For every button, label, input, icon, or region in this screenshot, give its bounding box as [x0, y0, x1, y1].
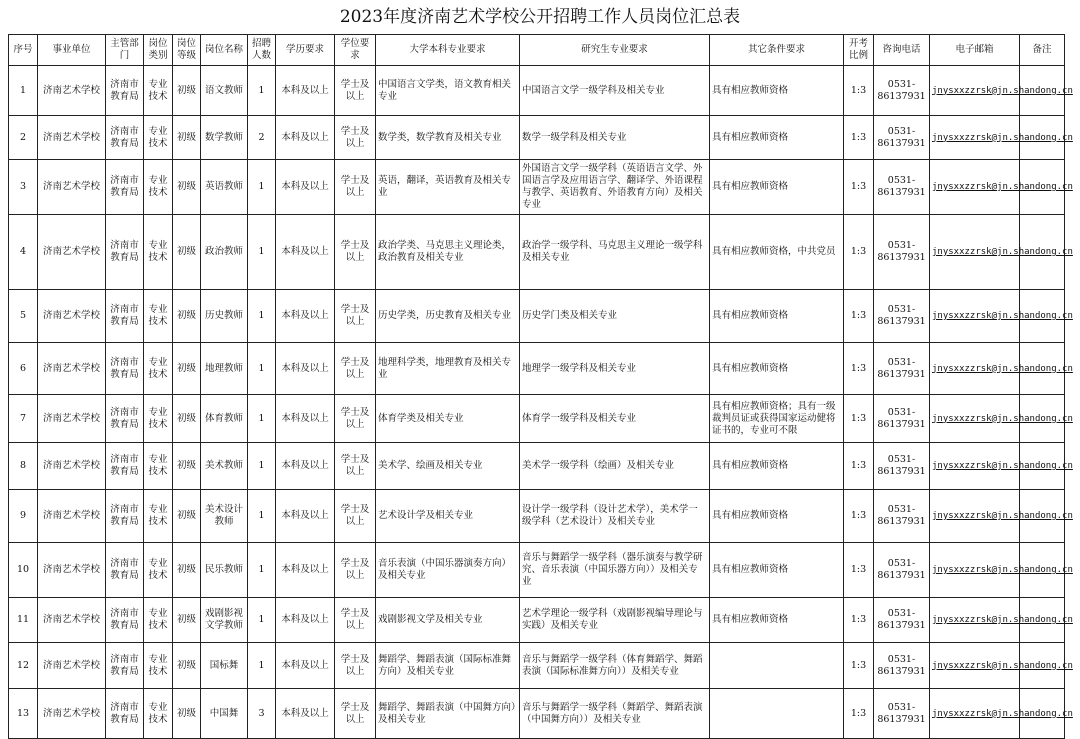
cell-col-position: 语文教师 — [201, 66, 248, 116]
cell-col-education: 本科及以上 — [276, 343, 335, 395]
cell-col-degree: 学士及以上 — [335, 66, 376, 116]
table-row — [9, 598, 1065, 643]
table-row — [9, 443, 1065, 490]
cell-col-position: 地理教师 — [201, 343, 248, 395]
cell-col-degree: 学士及以上 — [335, 116, 376, 160]
table-row — [9, 343, 1065, 395]
cell-col-count: 1 — [248, 343, 276, 395]
table-header-row — [9, 35, 1065, 66]
table-row — [9, 643, 1065, 689]
cell-col-category: 专业技术 — [144, 443, 173, 490]
cell-col-position: 体育教师 — [201, 395, 248, 443]
table-row — [9, 543, 1065, 598]
cell-col-index: 9 — [9, 490, 38, 543]
cell-col-unit: 济南艺术学校 — [38, 395, 106, 443]
cell-col-email[interactable]: jnysxxzzrsk@jn.shandong.cn — [930, 543, 1020, 598]
cell-col-email[interactable]: jnysxxzzrsk@jn.shandong.cn — [930, 689, 1020, 739]
cell-col-unit: 济南艺术学校 — [38, 689, 106, 739]
cell-col-education: 本科及以上 — [276, 395, 335, 443]
cell-col-phone: 0531-86137931 — [874, 66, 930, 116]
cell-col-index: 11 — [9, 598, 38, 643]
header-col-remarks: 备注 — [1020, 35, 1065, 66]
cell-col-category: 专业技术 — [144, 598, 173, 643]
cell-col-position: 政治教师 — [201, 215, 248, 290]
cell-col-graduate-major: 音乐与舞蹈学一级学科（器乐演奏与教学研究、音乐表演（中国乐器方向））及相关专业 — [520, 543, 710, 598]
cell-col-position: 美术设计教师 — [201, 490, 248, 543]
cell-col-position: 中国舞 — [201, 689, 248, 739]
cell-col-education: 本科及以上 — [276, 443, 335, 490]
cell-col-department: 济南市教育局 — [106, 116, 144, 160]
cell-col-email[interactable]: jnysxxzzrsk@jn.shandong.cn — [930, 160, 1020, 215]
cell-col-degree: 学士及以上 — [335, 490, 376, 543]
cell-col-ratio: 1:3 — [844, 215, 874, 290]
cell-col-unit: 济南艺术学校 — [38, 543, 106, 598]
cell-col-education: 本科及以上 — [276, 66, 335, 116]
cell-col-unit: 济南艺术学校 — [38, 598, 106, 643]
cell-col-level: 初级 — [173, 443, 201, 490]
cell-col-ratio: 1:3 — [844, 543, 874, 598]
cell-col-degree: 学士及以上 — [335, 443, 376, 490]
cell-col-education: 本科及以上 — [276, 116, 335, 160]
cell-col-graduate-major: 数学一级学科及相关专业 — [520, 116, 710, 160]
cell-col-education: 本科及以上 — [276, 490, 335, 543]
cell-col-degree: 学士及以上 — [335, 643, 376, 689]
cell-col-email[interactable]: jnysxxzzrsk@jn.shandong.cn — [930, 490, 1020, 543]
header-col-unit: 事业单位 — [38, 35, 106, 66]
cell-col-category: 专业技术 — [144, 116, 173, 160]
cell-col-index: 1 — [9, 66, 38, 116]
cell-col-department: 济南市教育局 — [106, 343, 144, 395]
page-title: 2023年度济南艺术学校公开招聘工作人员岗位汇总表 — [339, 7, 741, 27]
cell-col-education: 本科及以上 — [276, 689, 335, 739]
cell-col-bachelor-major: 音乐表演（中国乐器演奏方向）及相关专业 — [376, 543, 520, 598]
cell-col-other-requirements: 具有相应教师资格 — [710, 598, 844, 643]
cell-col-index: 6 — [9, 343, 38, 395]
cell-col-department: 济南市教育局 — [106, 689, 144, 739]
cell-col-ratio: 1:3 — [844, 598, 874, 643]
header-col-position: 岗位名称 — [201, 35, 248, 66]
header-col-bachelor-major: 大学本科专业要求 — [376, 35, 520, 66]
cell-col-category: 专业技术 — [144, 689, 173, 739]
cell-col-index: 10 — [9, 543, 38, 598]
header-col-education: 学历要求 — [276, 35, 335, 66]
cell-col-email[interactable]: jnysxxzzrsk@jn.shandong.cn — [930, 343, 1020, 395]
cell-col-ratio: 1:3 — [844, 395, 874, 443]
cell-col-bachelor-major: 美术学、绘画及相关专业 — [376, 443, 520, 490]
cell-col-phone: 0531-86137931 — [874, 598, 930, 643]
cell-col-category: 专业技术 — [144, 643, 173, 689]
cell-col-phone: 0531-86137931 — [874, 290, 930, 343]
cell-col-graduate-major: 外国语言文学一级学科（英语语言文学、外国语言学及应用语言学、翻译学、外语课程与教学、英语教育、外语教育方向）及相关专业 — [520, 160, 710, 215]
header-col-category: 岗位类别 — [144, 35, 173, 66]
cell-col-position: 戏剧影视文学教师 — [201, 598, 248, 643]
cell-col-category: 专业技术 — [144, 343, 173, 395]
cell-col-education: 本科及以上 — [276, 543, 335, 598]
cell-col-other-requirements: 具有相应教师资格 — [710, 543, 844, 598]
header-col-department: 主管部门 — [106, 35, 144, 66]
cell-col-degree: 学士及以上 — [335, 215, 376, 290]
positions-table — [8, 34, 1073, 739]
header-col-level: 岗位等级 — [173, 35, 201, 66]
cell-col-position: 美术教师 — [201, 443, 248, 490]
cell-col-ratio: 1:3 — [844, 643, 874, 689]
cell-col-department: 济南市教育局 — [106, 643, 144, 689]
cell-col-phone: 0531-86137931 — [874, 215, 930, 290]
cell-col-bachelor-major: 地理科学类，地理教育及相关专业 — [376, 343, 520, 395]
header-col-ratio: 开考比例 — [844, 35, 874, 66]
cell-col-category: 专业技术 — [144, 160, 173, 215]
table-row — [9, 215, 1065, 290]
cell-col-count: 1 — [248, 490, 276, 543]
cell-col-category: 专业技术 — [144, 290, 173, 343]
cell-col-phone: 0531-86137931 — [874, 543, 930, 598]
cell-col-ratio: 1:3 — [844, 160, 874, 215]
cell-col-ratio: 1:3 — [844, 116, 874, 160]
cell-col-phone: 0531-86137931 — [874, 116, 930, 160]
table-row — [9, 689, 1065, 739]
cell-col-count: 1 — [248, 395, 276, 443]
cell-col-email[interactable]: jnysxxzzrsk@jn.shandong.cn — [930, 215, 1020, 290]
cell-col-category: 专业技术 — [144, 215, 173, 290]
cell-col-bachelor-major: 历史学类，历史教育及相关专业 — [376, 290, 520, 343]
cell-col-department: 济南市教育局 — [106, 215, 144, 290]
cell-col-degree: 学士及以上 — [335, 290, 376, 343]
cell-col-email[interactable]: jnysxxzzrsk@jn.shandong.cn — [930, 643, 1020, 689]
cell-col-degree: 学士及以上 — [335, 543, 376, 598]
cell-col-other-requirements: 具有相应教师资格，中共党员 — [710, 215, 844, 290]
cell-col-education: 本科及以上 — [276, 215, 335, 290]
cell-col-department: 济南市教育局 — [106, 66, 144, 116]
cell-col-email[interactable]: jnysxxzzrsk@jn.shandong.cn — [930, 66, 1020, 116]
cell-col-degree: 学士及以上 — [335, 598, 376, 643]
cell-col-level: 初级 — [173, 343, 201, 395]
cell-col-level: 初级 — [173, 543, 201, 598]
cell-col-index: 7 — [9, 395, 38, 443]
cell-col-email[interactable]: jnysxxzzrsk@jn.shandong.cn — [930, 598, 1020, 643]
cell-col-unit: 济南艺术学校 — [38, 343, 106, 395]
cell-col-category: 专业技术 — [144, 395, 173, 443]
cell-col-unit: 济南艺术学校 — [38, 160, 106, 215]
cell-col-bachelor-major: 艺术设计学及相关专业 — [376, 490, 520, 543]
header-col-phone: 咨询电话 — [874, 35, 930, 66]
cell-col-level: 初级 — [173, 290, 201, 343]
cell-col-count: 2 — [248, 116, 276, 160]
cell-col-phone: 0531-86137931 — [874, 689, 930, 739]
cell-col-ratio: 1:3 — [844, 290, 874, 343]
cell-col-position: 数学教师 — [201, 116, 248, 160]
cell-col-level: 初级 — [173, 66, 201, 116]
cell-col-department: 济南市教育局 — [106, 490, 144, 543]
cell-col-count: 1 — [248, 598, 276, 643]
cell-col-department: 济南市教育局 — [106, 395, 144, 443]
cell-col-phone: 0531-86137931 — [874, 643, 930, 689]
header-col-graduate-major: 研究生专业要求 — [520, 35, 710, 66]
header-col-count: 招聘人数 — [248, 35, 276, 66]
cell-col-bachelor-major: 戏剧影视文学及相关专业 — [376, 598, 520, 643]
cell-col-unit: 济南艺术学校 — [38, 443, 106, 490]
header-col-index: 序号 — [9, 35, 38, 66]
cell-col-degree: 学士及以上 — [335, 395, 376, 443]
cell-col-position: 英语教师 — [201, 160, 248, 215]
cell-col-unit: 济南艺术学校 — [38, 290, 106, 343]
cell-col-degree: 学士及以上 — [335, 160, 376, 215]
cell-col-position: 国标舞 — [201, 643, 248, 689]
cell-col-education: 本科及以上 — [276, 643, 335, 689]
cell-col-graduate-major: 设计学一级学科（设计艺术学），美术学一级学科（艺术设计）及相关专业 — [520, 490, 710, 543]
cell-col-position: 历史教师 — [201, 290, 248, 343]
table-row — [9, 290, 1065, 343]
cell-col-department: 济南市教育局 — [106, 160, 144, 215]
cell-col-index: 5 — [9, 290, 38, 343]
cell-col-level: 初级 — [173, 643, 201, 689]
cell-col-graduate-major: 体育学一级学科及相关专业 — [520, 395, 710, 443]
cell-col-graduate-major: 艺术学理论一级学科（戏剧影视编导理论与实践）及相关专业 — [520, 598, 710, 643]
cell-col-index: 12 — [9, 643, 38, 689]
cell-col-bachelor-major: 英语，翻译，英语教育及相关专业 — [376, 160, 520, 215]
cell-col-other-requirements — [710, 643, 844, 689]
cell-col-graduate-major: 地理学一级学科及相关专业 — [520, 343, 710, 395]
cell-col-graduate-major: 美术学一级学科（绘画）及相关专业 — [520, 443, 710, 490]
cell-col-other-requirements: 具有相应教师资格 — [710, 116, 844, 160]
cell-col-level: 初级 — [173, 160, 201, 215]
cell-col-other-requirements: 具有相应教师资格；具有一级裁判员证或获得国家运动健将证书的，专业可不限 — [710, 395, 844, 443]
cell-col-phone: 0531-86137931 — [874, 160, 930, 215]
cell-col-bachelor-major: 中国语言文学类，语文教育相关专业 — [376, 66, 520, 116]
cell-col-level: 初级 — [173, 490, 201, 543]
cell-col-other-requirements: 具有相应教师资格 — [710, 343, 844, 395]
cell-col-graduate-major: 音乐与舞蹈学一级学科（舞蹈学、舞蹈表演（中国舞方向））及相关专业 — [520, 689, 710, 739]
cell-col-department: 济南市教育局 — [106, 443, 144, 490]
cell-col-level: 初级 — [173, 395, 201, 443]
cell-col-other-requirements: 具有相应教师资格 — [710, 443, 844, 490]
header-col-email: 电子邮箱 — [930, 35, 1020, 66]
cell-col-unit: 济南艺术学校 — [38, 66, 106, 116]
table-row — [9, 160, 1065, 215]
cell-col-ratio: 1:3 — [844, 490, 874, 543]
cell-col-education: 本科及以上 — [276, 160, 335, 215]
cell-col-unit: 济南艺术学校 — [38, 116, 106, 160]
cell-col-category: 专业技术 — [144, 66, 173, 116]
cell-col-count: 1 — [248, 443, 276, 490]
cell-col-count: 1 — [248, 290, 276, 343]
cell-col-department: 济南市教育局 — [106, 290, 144, 343]
cell-col-education: 本科及以上 — [276, 598, 335, 643]
cell-col-phone: 0531-86137931 — [874, 443, 930, 490]
cell-col-ratio: 1:3 — [844, 343, 874, 395]
table-row — [9, 116, 1065, 160]
cell-col-email[interactable]: jnysxxzzrsk@jn.shandong.cn — [930, 116, 1020, 160]
cell-col-level: 初级 — [173, 689, 201, 739]
cell-col-other-requirements: 具有相应教师资格 — [710, 160, 844, 215]
cell-col-index: 3 — [9, 160, 38, 215]
cell-col-graduate-major: 中国语言文学一级学科及相关专业 — [520, 66, 710, 116]
cell-col-count: 1 — [248, 543, 276, 598]
cell-col-unit: 济南艺术学校 — [38, 490, 106, 543]
cell-col-department: 济南市教育局 — [106, 598, 144, 643]
cell-col-bachelor-major: 数学类，数学教育及相关专业 — [376, 116, 520, 160]
cell-col-level: 初级 — [173, 598, 201, 643]
cell-col-graduate-major: 音乐与舞蹈学一级学科（体育舞蹈学、舞蹈表演（国际标准舞方向））及相关专业 — [520, 643, 710, 689]
cell-col-bachelor-major: 政治学类、马克思主义理论类，政治教育及相关专业 — [376, 215, 520, 290]
table-row — [9, 66, 1065, 116]
cell-col-level: 初级 — [173, 215, 201, 290]
cell-col-count: 1 — [248, 215, 276, 290]
table-row — [9, 395, 1065, 443]
cell-col-other-requirements: 具有相应教师资格 — [710, 66, 844, 116]
cell-col-department: 济南市教育局 — [106, 543, 144, 598]
cell-col-unit: 济南艺术学校 — [38, 643, 106, 689]
cell-col-graduate-major: 政治学一级学科、马克思主义理论一级学科及相关专业 — [520, 215, 710, 290]
cell-col-email[interactable]: jnysxxzzrsk@jn.shandong.cn — [930, 395, 1020, 443]
cell-col-index: 2 — [9, 116, 38, 160]
cell-col-email[interactable]: jnysxxzzrsk@jn.shandong.cn — [930, 290, 1020, 343]
cell-col-email[interactable]: jnysxxzzrsk@jn.shandong.cn — [930, 443, 1020, 490]
cell-col-bachelor-major: 舞蹈学、舞蹈表演（中国舞方向）及相关专业 — [376, 689, 520, 739]
cell-col-ratio: 1:3 — [844, 443, 874, 490]
cell-col-count: 1 — [248, 66, 276, 116]
cell-col-position: 民乐教师 — [201, 543, 248, 598]
cell-col-other-requirements: 具有相应教师资格 — [710, 490, 844, 543]
cell-col-phone: 0531-86137931 — [874, 395, 930, 443]
cell-col-degree: 学士及以上 — [335, 689, 376, 739]
cell-col-ratio: 1:3 — [844, 66, 874, 116]
cell-col-count: 3 — [248, 689, 276, 739]
cell-col-other-requirements — [710, 689, 844, 739]
cell-col-index: 13 — [9, 689, 38, 739]
table-row — [9, 490, 1065, 543]
cell-col-phone: 0531-86137931 — [874, 343, 930, 395]
cell-col-other-requirements: 具有相应教师资格 — [710, 290, 844, 343]
cell-col-bachelor-major: 舞蹈学、舞蹈表演（国际标准舞方向）及相关专业 — [376, 643, 520, 689]
cell-col-level: 初级 — [173, 116, 201, 160]
cell-col-education: 本科及以上 — [276, 290, 335, 343]
header-col-degree: 学位要求 — [335, 35, 376, 66]
header-col-other-requirements: 其它条件要求 — [710, 35, 844, 66]
cell-col-category: 专业技术 — [144, 543, 173, 598]
cell-col-graduate-major: 历史学门类及相关专业 — [520, 290, 710, 343]
cell-col-bachelor-major: 体育学类及相关专业 — [376, 395, 520, 443]
cell-col-unit: 济南艺术学校 — [38, 215, 106, 290]
cell-col-count: 1 — [248, 160, 276, 215]
cell-col-count: 1 — [248, 643, 276, 689]
cell-col-category: 专业技术 — [144, 490, 173, 543]
cell-col-phone: 0531-86137931 — [874, 490, 930, 543]
cell-col-degree: 学士及以上 — [335, 343, 376, 395]
cell-col-ratio: 1:3 — [844, 689, 874, 739]
cell-col-index: 4 — [9, 215, 38, 290]
cell-col-index: 8 — [9, 443, 38, 490]
